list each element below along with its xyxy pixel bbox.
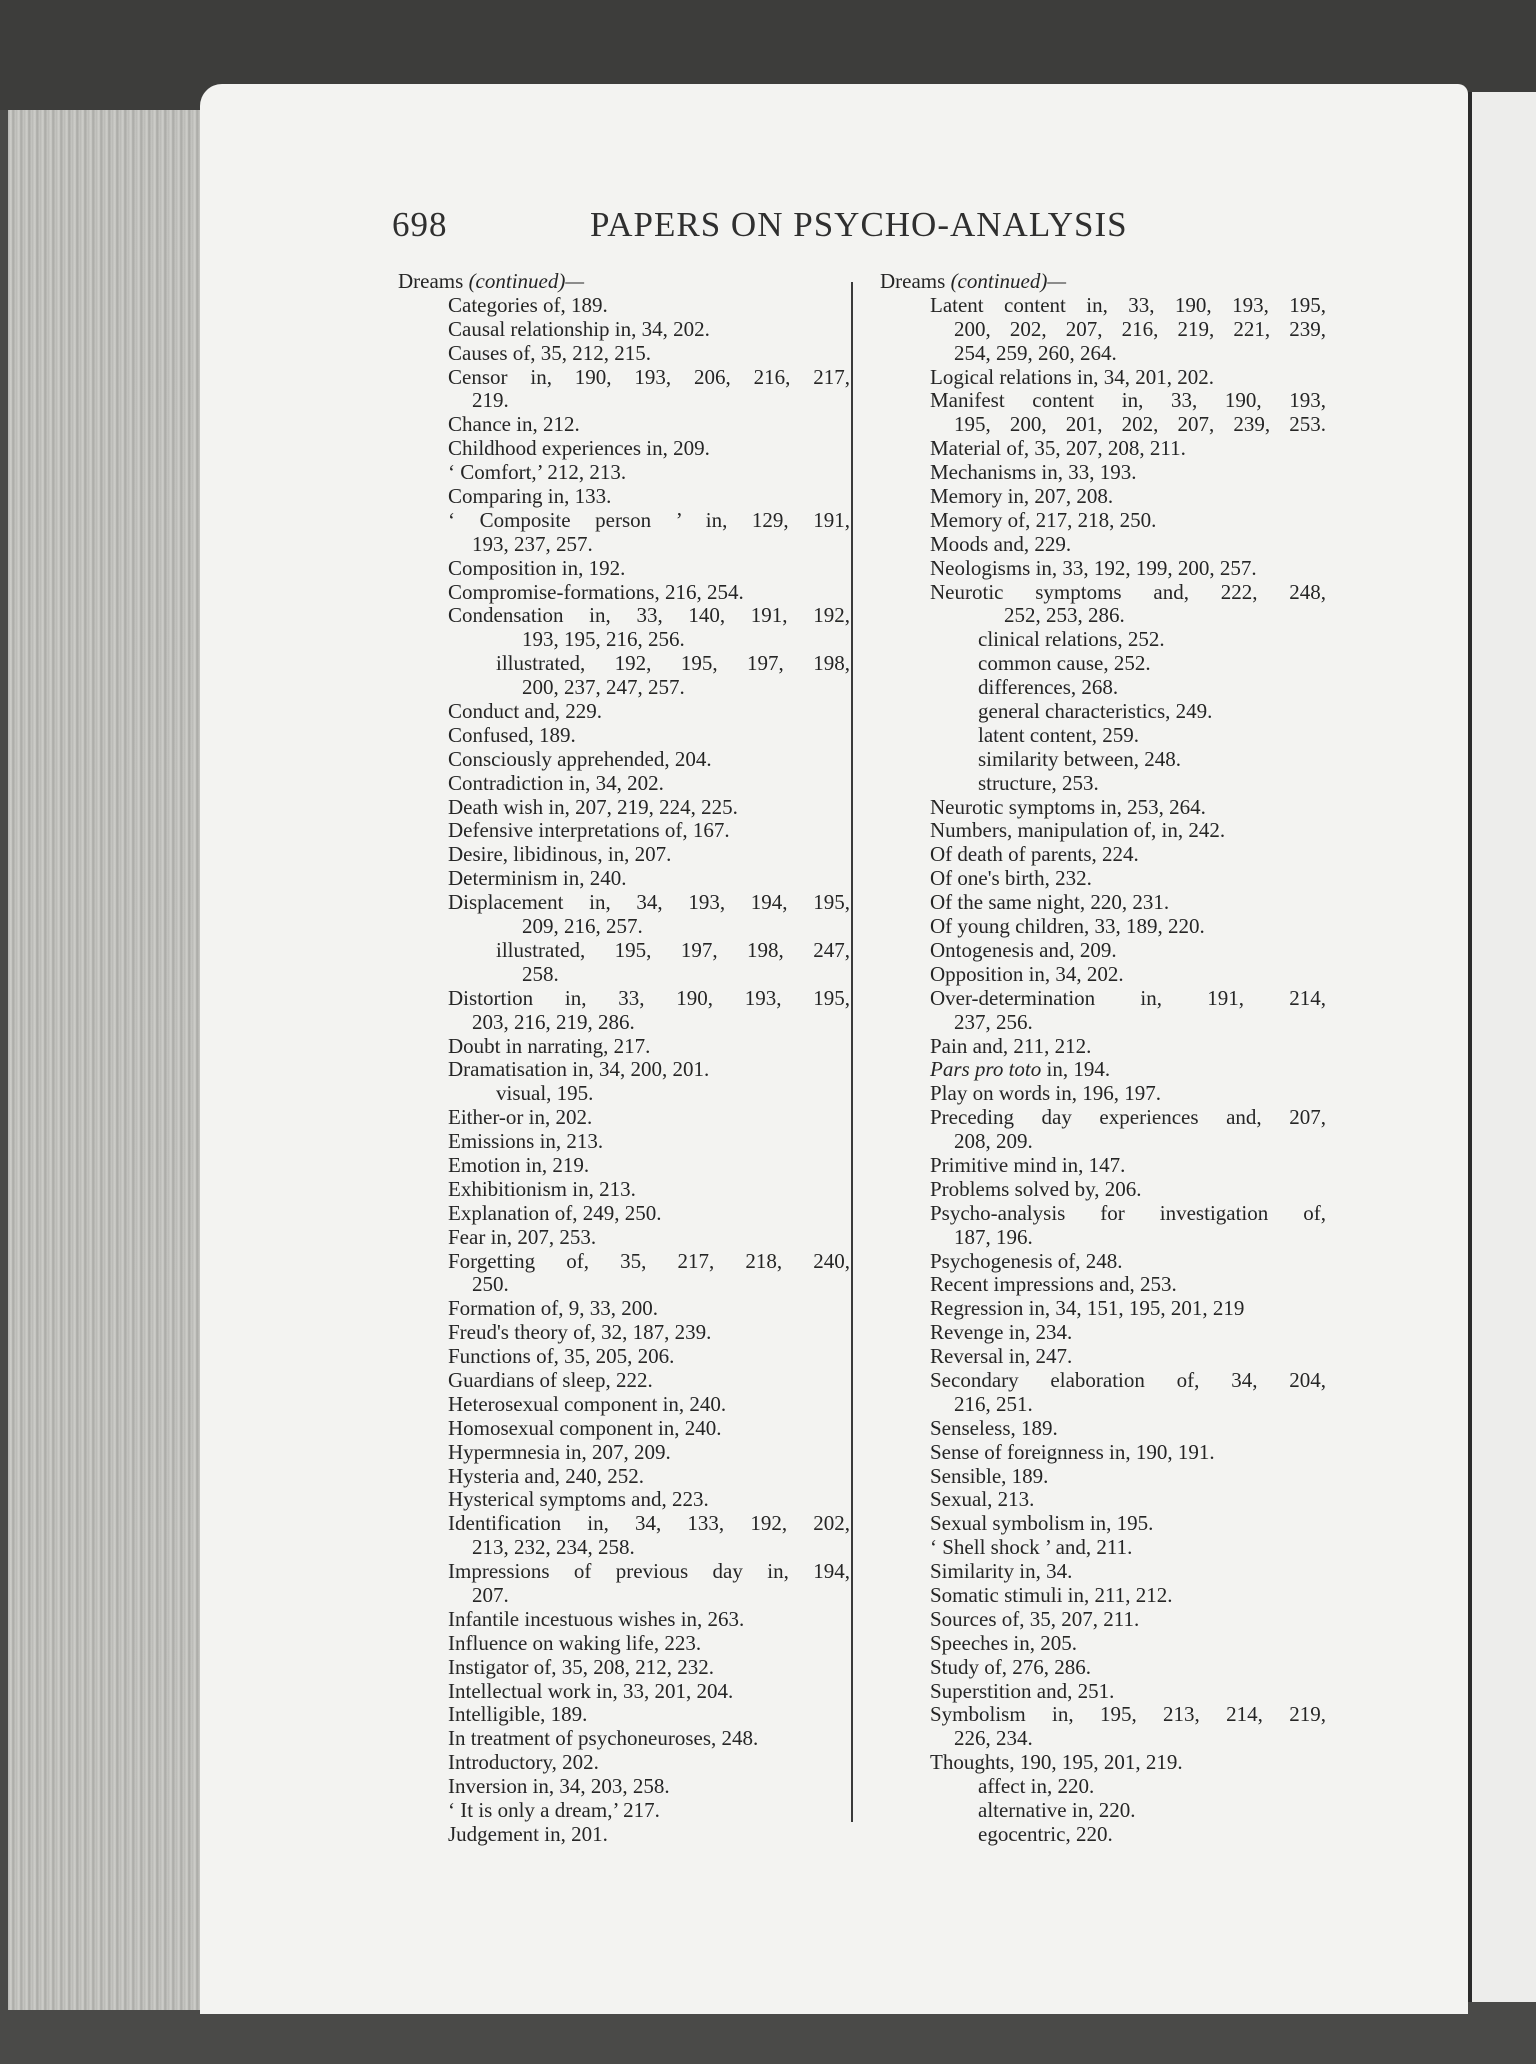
index-entry-text: 195, 200, 201, 202, 207, 239, 253. <box>954 412 1326 437</box>
index-entry-text: Introductory, 202. <box>448 1750 599 1775</box>
index-entry <box>880 748 1326 772</box>
index-entry-text: Censor in, 190, 193, 206, 216, 217, <box>448 364 850 389</box>
index-entry-text: Moods and, 229. <box>930 531 1072 556</box>
index-entry <box>880 1106 1326 1130</box>
index-entry-text: Childhood experiences in, 209. <box>448 436 710 461</box>
index-entry-text: in, 194. <box>1046 1057 1111 1082</box>
index-entry-text: Freud's theory of, 32, 187, 239. <box>448 1320 712 1345</box>
index-entry <box>398 1680 850 1704</box>
index-entry-text: 213, 232, 234, 258. <box>472 1535 635 1560</box>
index-entry <box>398 1082 850 1106</box>
index-entry-text: Senseless, 189. <box>930 1415 1058 1440</box>
index-entry <box>398 1321 850 1345</box>
index-entry <box>880 1082 1326 1106</box>
index-entry <box>398 581 850 605</box>
index-entry <box>880 891 1326 915</box>
index-entry <box>880 1823 1326 1847</box>
index-entry-text: 208, 209. <box>954 1129 1033 1154</box>
index-entry-text: Categories of, 189. <box>448 292 608 317</box>
index-entry-text: 226, 234. <box>954 1726 1033 1751</box>
index-entry-text: Play on words in, 196, 197. <box>930 1081 1161 1106</box>
index-entry <box>880 1417 1326 1441</box>
index-entry-text: Distortion in, 33, 190, 193, 195, <box>448 985 850 1010</box>
index-entry <box>398 843 850 867</box>
index-entry <box>880 1632 1326 1656</box>
index-entry-text: Homosexual component in, 240. <box>448 1415 722 1440</box>
index-entry <box>398 1560 850 1584</box>
index-entry-text: Sources of, 35, 207, 211. <box>930 1606 1140 1631</box>
index-entry-italic: Pars pro toto <box>930 1057 1042 1082</box>
index-entry <box>398 389 850 413</box>
index-entry-text: Contradiction in, 34, 202. <box>448 770 664 795</box>
index-entry <box>398 509 850 533</box>
index-entry-text: Neurotic symptoms in, 253, 264. <box>930 794 1206 819</box>
index-entry <box>880 342 1326 366</box>
index-entry-text: 250. <box>472 1272 509 1297</box>
index-entry <box>398 533 850 557</box>
index-entry <box>398 437 850 461</box>
index-entry-text: Similarity in, 34. <box>930 1559 1073 1584</box>
index-entry-text: In treatment of psychoneuroses, 248. <box>448 1726 759 1751</box>
index-entry-text: Primitive mind in, 147. <box>930 1152 1126 1177</box>
index-entry-text: ‘ Shell shock ’ and, 211. <box>930 1535 1133 1560</box>
index-entry-text: Dramatisation in, 34, 200, 201. <box>448 1057 710 1082</box>
index-entry <box>398 1393 850 1417</box>
index-entry <box>880 1058 1326 1082</box>
index-heading-continued: (continued)— <box>950 269 1067 293</box>
index-entry <box>880 581 1326 605</box>
index-entry-text: Psycho-analysis for investigation of, <box>930 1200 1326 1225</box>
index-entry <box>880 1321 1326 1345</box>
index-entry-text: 237, 256. <box>954 1009 1033 1034</box>
index-entry-text: Dreams <box>398 269 464 293</box>
index-entry-text: Reversal in, 247. <box>930 1344 1073 1369</box>
index-entry <box>398 1703 850 1727</box>
index-entry-text: Heterosexual component in, 240. <box>448 1391 727 1416</box>
index-entry-text: Hypermnesia in, 207, 209. <box>448 1439 671 1464</box>
index-entry <box>880 389 1326 413</box>
index-entry <box>398 700 850 724</box>
index-entry <box>398 1727 850 1751</box>
index-entry <box>880 939 1326 963</box>
index-entry <box>398 1178 850 1202</box>
index-entry-text: clinical relations, 252. <box>978 627 1165 652</box>
index-entry <box>398 461 850 485</box>
index-entry <box>880 1273 1326 1297</box>
index-entry <box>398 819 850 843</box>
index-entry <box>398 1799 850 1823</box>
index-entry <box>880 652 1326 676</box>
index-entry <box>880 1656 1326 1680</box>
index-entry <box>398 1775 850 1799</box>
index-entry <box>880 724 1326 748</box>
index-entry <box>880 1703 1326 1727</box>
index-entry-text: Compromise-formations, 216, 254. <box>448 579 744 604</box>
index-entry-text: Forgetting of, 35, 217, 218, 240, <box>448 1248 850 1273</box>
index-entry-text: illustrated, 192, 195, 197, 198, <box>496 651 850 676</box>
index-column-right <box>880 270 1326 1847</box>
index-entry-text: ‘ Comfort,’ 212, 213. <box>448 460 627 485</box>
index-entry <box>880 1775 1326 1799</box>
index-entry-text: Preceding day experiences and, 207, <box>930 1105 1326 1130</box>
index-entry <box>880 1345 1326 1369</box>
index-entry-text: Inversion in, 34, 203, 258. <box>448 1774 670 1799</box>
index-entry-text: Intellectual work in, 33, 201, 204. <box>448 1678 734 1703</box>
index-entry <box>398 1345 850 1369</box>
index-entry <box>398 485 850 509</box>
index-entry-text: similarity between, 248. <box>978 746 1181 771</box>
index-entry <box>880 413 1326 437</box>
index-entry-text: Material of, 35, 207, 208, 211. <box>930 436 1186 461</box>
index-entry <box>880 1035 1326 1059</box>
index-entry-text: Sense of foreignness in, 190, 191. <box>930 1439 1215 1464</box>
index-entry-text: Logical relations in, 34, 201, 202. <box>930 364 1215 389</box>
index-entry-text: alternative in, 220. <box>978 1798 1136 1822</box>
index-entry-text: Dreams <box>880 269 946 293</box>
index-entry-text: 209, 216, 257. <box>522 914 643 939</box>
index-entry-text: illustrated, 195, 197, 198, 247, <box>496 937 850 962</box>
index-entry-text: Consciously apprehended, 204. <box>448 746 712 771</box>
index-entry <box>880 1751 1326 1775</box>
index-entry <box>880 1512 1326 1536</box>
index-entry-text: 200, 237, 247, 257. <box>522 675 685 700</box>
index-entry <box>880 604 1326 628</box>
index-entry <box>398 1512 850 1536</box>
index-entry <box>398 1106 850 1130</box>
index-entry <box>398 652 850 676</box>
index-entry <box>398 318 850 342</box>
index-entry <box>398 1369 850 1393</box>
index-entry-text: affect in, 220. <box>978 1774 1095 1799</box>
index-entry <box>398 915 850 939</box>
index-entry-text: Sensible, 189. <box>930 1463 1049 1488</box>
index-entry-text: Intelligible, 189. <box>448 1702 588 1727</box>
index-entry-text: Causal relationship in, 34, 202. <box>448 316 710 341</box>
index-entry-text: Hysterical symptoms and, 223. <box>448 1487 709 1512</box>
index-entry-text: Confused, 189. <box>448 722 576 747</box>
index-entry <box>880 1011 1326 1035</box>
index-entry <box>398 676 850 700</box>
index-entry <box>398 1011 850 1035</box>
index-entry-text: Fear in, 207, 253. <box>448 1224 597 1249</box>
index-entry-text: Conduct and, 229. <box>448 699 602 724</box>
index-entry-text: Influence on waking life, 223. <box>448 1630 702 1655</box>
index-entry <box>880 1465 1326 1489</box>
index-entry-text: Judgement in, 201. <box>448 1821 608 1846</box>
index-entry <box>880 1536 1326 1560</box>
index-entry <box>398 939 850 963</box>
index-entry <box>398 1608 850 1632</box>
index-entry <box>398 867 850 891</box>
index-entry <box>398 604 850 628</box>
index-entry-text: 193, 195, 216, 256. <box>522 627 685 652</box>
book-page-edges <box>8 110 208 2010</box>
index-entry-text: 203, 216, 219, 286. <box>472 1009 635 1034</box>
index-entry <box>880 628 1326 652</box>
index-entry-text: Functions of, 35, 205, 206. <box>448 1344 675 1369</box>
index-entry <box>398 1584 850 1608</box>
index-entry <box>398 1823 850 1847</box>
index-entry-text: Sexual symbolism in, 195. <box>930 1511 1154 1536</box>
index-entry <box>880 867 1326 891</box>
index-entry-text: Composition in, 192. <box>448 555 626 580</box>
index-entry-text: Determinism in, 240. <box>448 866 627 891</box>
index-entry-text: Neologisms in, 33, 192, 199, 200, 257. <box>930 555 1257 580</box>
index-entry-text: visual, 195. <box>496 1081 594 1106</box>
index-entry-text: Mechanisms in, 33, 193. <box>930 460 1137 485</box>
index-entry-text: Sexual, 213. <box>930 1487 1035 1512</box>
index-entry-text: Guardians of sleep, 222. <box>448 1367 653 1392</box>
index-entry <box>880 485 1326 509</box>
index-entry <box>398 724 850 748</box>
index-entry-text: Opposition in, 34, 202. <box>930 961 1124 986</box>
index-entry-text: 187, 196. <box>954 1224 1033 1249</box>
index-entry <box>880 843 1326 867</box>
index-entry-text: structure, 253. <box>978 770 1099 795</box>
index-entry <box>880 1250 1326 1274</box>
index-entry-text: general characteristics, 249. <box>978 699 1213 724</box>
index-entry <box>398 1273 850 1297</box>
index-entry-text: Death wish in, 207, 219, 224, 225. <box>448 794 738 819</box>
index-entry <box>880 461 1326 485</box>
index-entry <box>398 1465 850 1489</box>
index-entry-text: differences, 268. <box>978 675 1119 700</box>
index-entry-text: Revenge in, 234. <box>930 1320 1073 1345</box>
index-entry <box>880 1488 1326 1512</box>
index-entry <box>398 1536 850 1560</box>
index-entry-text: latent content, 259. <box>978 722 1139 747</box>
index-entry <box>398 557 850 581</box>
index-entry <box>880 1130 1326 1154</box>
index-entry <box>880 509 1326 533</box>
index-entry <box>880 1393 1326 1417</box>
index-entry <box>398 1441 850 1465</box>
index-entry <box>880 1178 1326 1202</box>
index-entry <box>398 1488 850 1512</box>
index-entry <box>880 437 1326 461</box>
index-entry <box>398 772 850 796</box>
index-entry <box>880 1369 1326 1393</box>
index-entry <box>398 1154 850 1178</box>
index-entry <box>398 1656 850 1680</box>
index-entry-text: Causes of, 35, 212, 215. <box>448 340 651 365</box>
index-entry-text: Recent impressions and, 253. <box>930 1272 1177 1297</box>
index-entry <box>398 366 850 390</box>
index-entry <box>398 294 850 318</box>
index-entry-text: Formation of, 9, 33, 200. <box>448 1296 658 1321</box>
index-entry-text: Impressions of previous day in, 194, <box>448 1559 850 1584</box>
index-entry <box>398 1250 850 1274</box>
index-entry-text: 254, 259, 260, 264. <box>954 340 1117 365</box>
index-entry-text: Manifest content in, 33, 190, 193, <box>930 388 1326 413</box>
index-entry <box>880 1799 1326 1823</box>
index-entry-text: Speeches in, 205. <box>930 1630 1077 1655</box>
index-entry-text: Somatic stimuli in, 211, 212. <box>930 1582 1173 1607</box>
index-entry-text: 252, 253, 286. <box>1004 603 1125 628</box>
index-entry-text: Either-or in, 202. <box>448 1105 593 1130</box>
index-entry-text: Thoughts, 190, 195, 201, 219. <box>930 1750 1183 1775</box>
index-entry <box>880 963 1326 987</box>
index-entry <box>880 676 1326 700</box>
index-entry <box>398 413 850 437</box>
index-entry <box>880 796 1326 820</box>
index-entry-text: Hysteria and, 240, 252. <box>448 1463 644 1488</box>
index-entry-text: Superstition and, 251. <box>930 1678 1115 1703</box>
index-entry-text: Emissions in, 213. <box>448 1129 604 1154</box>
index-entry-text: Of one's birth, 232. <box>930 866 1092 891</box>
index-entry <box>398 1130 850 1154</box>
index-entry-text: Memory of, 217, 218, 250. <box>930 507 1157 532</box>
index-entry <box>398 628 850 652</box>
index-entry-text: Displacement in, 34, 193, 194, 195, <box>448 890 850 915</box>
index-entry <box>880 1584 1326 1608</box>
index-entry <box>880 1680 1326 1704</box>
running-header <box>392 205 1152 255</box>
index-entry-text: 219. <box>472 388 509 413</box>
index-heading <box>398 270 850 294</box>
index-entry <box>880 1608 1326 1632</box>
index-entry <box>398 1202 850 1226</box>
index-entry <box>880 1560 1326 1584</box>
index-entry <box>398 342 850 366</box>
index-entry <box>880 987 1326 1011</box>
index-entry <box>398 987 850 1011</box>
index-entry-text: ‘ It is only a dream,’ 217. <box>448 1798 660 1822</box>
index-entry-text: ‘ Composite person ’ in, 129, 191, <box>448 507 850 532</box>
index-entry <box>398 1035 850 1059</box>
index-entry-text: Defensive interpretations of, 167. <box>448 818 730 843</box>
index-entry <box>880 1154 1326 1178</box>
index-entry <box>398 1751 850 1775</box>
index-entry-text: Infantile incestuous wishes in, 263. <box>448 1606 745 1631</box>
index-entry-text: Neurotic symptoms and, 222, 248, <box>930 579 1326 604</box>
index-entry-text: Psychogenesis of, 248. <box>930 1248 1123 1273</box>
index-entry <box>880 366 1326 390</box>
index-entry <box>880 557 1326 581</box>
index-entry-text: Study of, 276, 286. <box>930 1654 1092 1679</box>
index-entry-text: Chance in, 212. <box>448 412 580 437</box>
index-heading <box>880 270 1326 294</box>
index-entry <box>398 1297 850 1321</box>
index-entry <box>880 318 1326 342</box>
index-entry <box>398 1226 850 1250</box>
index-entry-text: Numbers, manipulation of, in, 242. <box>930 818 1226 843</box>
index-entry-text: Instigator of, 35, 208, 212, 232. <box>448 1654 714 1679</box>
index-entry-text: Symbolism in, 195, 213, 214, 219, <box>930 1702 1326 1727</box>
index-entry-text: Regression in, 34, 151, 195, 201, 219 <box>930 1296 1245 1321</box>
index-entry-text: egocentric, 220. <box>978 1821 1113 1846</box>
running-title: PAPERS ON PSYCHO-ANALYSIS <box>590 205 1128 244</box>
facing-page-edge <box>1468 92 1536 2002</box>
index-entry <box>880 1441 1326 1465</box>
index-entry <box>880 1727 1326 1751</box>
index-entry-text: Latent content in, 33, 190, 193, 195, <box>930 292 1326 317</box>
index-column-left <box>398 270 850 1847</box>
index-entry-text: 216, 251. <box>954 1391 1033 1416</box>
index-entry <box>398 1417 850 1441</box>
index-entry-text: Emotion in, 219. <box>448 1152 590 1177</box>
index-entry-text: 207. <box>472 1582 509 1607</box>
index-entry-text: Exhibitionism in, 213. <box>448 1176 636 1201</box>
index-entry-text: common cause, 252. <box>978 651 1151 676</box>
index-entry-text: Pain and, 211, 212. <box>930 1033 1092 1058</box>
index-entry <box>398 963 850 987</box>
index-entry <box>398 748 850 772</box>
index-entry-text: Desire, libidinous, in, 207. <box>448 842 672 867</box>
index-entry-text: Of the same night, 220, 231. <box>930 890 1170 915</box>
index-entry <box>880 1226 1326 1250</box>
column-divider <box>851 282 853 1822</box>
index-entry-text: Of death of parents, 224. <box>930 842 1139 867</box>
index-entry <box>880 819 1326 843</box>
index-entry-text: 258. <box>522 961 559 986</box>
index-entry-text: Identification in, 34, 133, 192, 202, <box>448 1511 850 1536</box>
index-entry <box>880 1297 1326 1321</box>
index-entry <box>880 294 1326 318</box>
index-entry-text: 193, 237, 257. <box>472 531 593 556</box>
index-entry <box>398 1632 850 1656</box>
index-entry-text: Over-determination in, 191, 214, <box>930 985 1326 1010</box>
index-entry-text: Comparing in, 133. <box>448 484 612 509</box>
index-entry <box>398 1058 850 1082</box>
index-entry <box>880 915 1326 939</box>
index-entry <box>398 891 850 915</box>
index-entry-text: Memory in, 207, 208. <box>930 484 1114 509</box>
index-entry-text: Doubt in narrating, 217. <box>448 1033 651 1058</box>
page-number: 698 <box>392 205 448 244</box>
index-entry <box>398 796 850 820</box>
index-entry-text: Secondary elaboration of, 34, 204, <box>930 1367 1326 1392</box>
index-entry <box>880 533 1326 557</box>
index-entry <box>880 700 1326 724</box>
index-heading-continued: (continued)— <box>468 269 585 293</box>
index-entry-text: Problems solved by, 206. <box>930 1176 1142 1201</box>
index-entry-text: Ontogenesis and, 209. <box>930 937 1117 962</box>
index-entry-text: Condensation in, 33, 140, 191, 192, <box>448 603 850 628</box>
index-entry-text: 200, 202, 207, 216, 219, 221, 239, <box>954 316 1326 341</box>
index-entry-text: Explanation of, 249, 250. <box>448 1200 662 1225</box>
index-entry <box>880 772 1326 796</box>
index-entry-text: Of young children, 33, 189, 220. <box>930 914 1205 939</box>
index-entry <box>880 1202 1326 1226</box>
